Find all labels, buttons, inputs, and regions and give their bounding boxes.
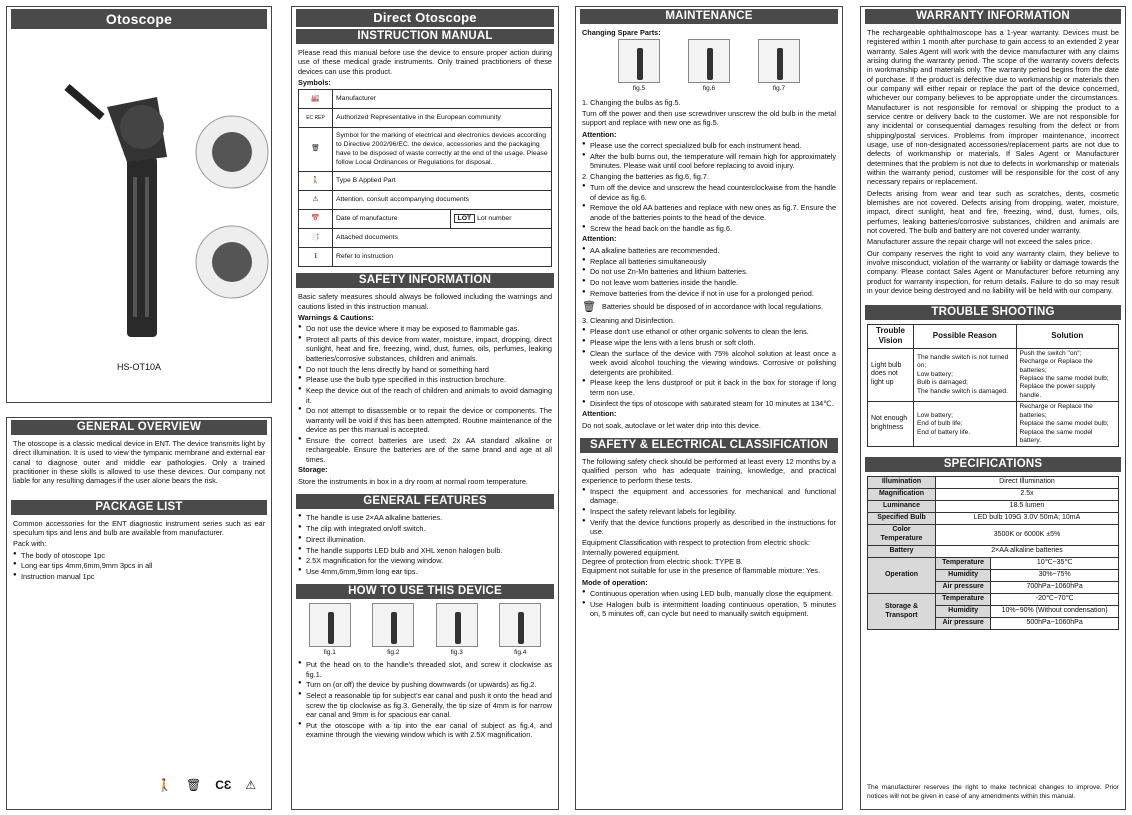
figure-image — [688, 39, 730, 83]
symbol-row: ⚠ Attention, consult accompanying documents — [299, 191, 552, 210]
figure: fig.5 — [618, 39, 660, 93]
symbol-row: 📑 Attached documents — [299, 229, 552, 248]
overview-heading: GENERAL OVERVIEW — [11, 420, 267, 435]
warning-triangle-icon: ⚠ — [245, 778, 257, 792]
weee-bin-icon: 🗑 — [299, 128, 333, 172]
specs-footnote: The manufacturer reserves the right to make technical changes to improve. Prior notices will not be given in case of any amendments within this manual. — [867, 784, 1119, 800]
attention-label: Attention: — [582, 234, 617, 244]
figure: fig.2 — [372, 603, 414, 657]
list-item: ● Clean the surface of the device with 75% alcohol solution at least once a week avoid alcohol touching the viewing windows. Corrosive or polishing detergents are prohibited. — [582, 349, 836, 377]
symbol-row: 🚶 Type B Applied Part — [299, 172, 552, 191]
solution-cell: Push the switch "on"; Recharge or Replace the batteries; Replace the same model bulb; Replace the power supply handle. — [1016, 348, 1118, 402]
figure: fig.1 — [309, 603, 351, 657]
list-item: ● Do not leave worn batteries inside the handle. — [582, 278, 836, 287]
model-number: HS-OT10A — [116, 362, 161, 372]
list-item: ● Turn on (or off) the device by pushing downwards (or upwards) as fig.2. — [298, 680, 552, 689]
symbols-table — [298, 89, 552, 267]
warranty-heading: WARRANTY INFORMATION — [865, 9, 1121, 24]
specs-table — [867, 476, 1119, 630]
trouble-cell: Not enough brightness — [868, 402, 914, 447]
symbols-label: Symbols: — [298, 77, 331, 87]
list-item: ● Please wipe the lens with a lens brush or soft cloth. — [582, 338, 836, 347]
list-item: ● Remove the old AA batteries and replace with new ones as fig.7. Ensure the anode of the batteries points to the head of the device. — [582, 203, 836, 222]
package-item: ● Long ear tips 4mm,6mm,9mm 3pcs in all — [13, 561, 265, 570]
table-row: Battery 2×AA alkaline batteries — [868, 546, 1119, 558]
list-item: ● Disinfect the tips of otoscope with saturated steam for 10 minutes at 134℃. — [582, 399, 836, 408]
s1-list — [582, 141, 836, 170]
figure-image — [436, 603, 478, 647]
type-b-icon: 🚶 — [157, 778, 172, 792]
solution-cell: Recharge or Replace the batteries; Replace the same model bulb; Replace the same model battery. — [1016, 402, 1118, 447]
cover-icons — [157, 778, 256, 793]
ce-mark-icon: CƐ — [215, 778, 232, 792]
safety-list — [298, 324, 552, 464]
trouble-table — [867, 324, 1119, 447]
table-row — [868, 402, 1119, 447]
list-item: ● The handle is use 2×AA alkaline batteries. — [298, 513, 552, 522]
specs-heading: SPECIFICATIONS — [865, 457, 1121, 472]
figure: fig.4 — [499, 603, 541, 657]
lot-cell — [450, 210, 551, 229]
s1-text: Turn off the power and then use screwdriver unscrew the old bulb in the metal support and replace with new one as fig.5. — [582, 108, 836, 128]
attention-label: Attention: — [582, 129, 617, 139]
list-item: ● Please use the bulb type specified in this instruction brochure. — [298, 375, 552, 384]
howto-heading: HOW TO USE THIS DEVICE — [296, 584, 554, 599]
table-row: Magnification 2.5x — [868, 489, 1119, 501]
table-row: Illumination Direct Illumination — [868, 477, 1119, 489]
trouble-col-header: Solution — [1016, 325, 1118, 348]
list-item: ● Inspect the safety relevant labels for legibility. — [582, 507, 836, 516]
list-item: ● 2.5X magnification for the viewing window. — [298, 556, 552, 565]
manual-panel — [291, 6, 559, 810]
figure: fig.3 — [436, 603, 478, 657]
cover-panel — [6, 6, 272, 403]
figure-image — [372, 603, 414, 647]
trouble-col-header: Possible Reason — [914, 325, 1017, 348]
ec-rep-icon: EC REP — [299, 109, 333, 128]
figure-image — [309, 603, 351, 647]
figure: fig.7 — [758, 39, 800, 93]
manual-intro: Please read this manual before use the device to ensure proper action during use of these medical grade instruments. Only trained practitioners of these devices can use this product. — [298, 48, 552, 76]
symbol-row: 🏭 Manufacturer — [299, 90, 552, 109]
list-item: ● Ensure the correct batteries are used: 2x AA standard alkaline or rechargeable. Ensure the batteries are of the same brand and age at all times. — [298, 436, 552, 464]
list-item: ● Please keep the lens dustproof or put it back in the box for storage if long term non use. — [582, 378, 836, 397]
list-item: ● Screw the head back on the handle as fig.6. — [582, 224, 836, 233]
safety-intro: Basic safety measures should always be followed including the warnings and cautions listed in this instruction manual. — [298, 292, 552, 311]
reason-cell: Low battery; End of bulb life; End of battery life. — [914, 402, 1017, 447]
package-intro: Common accessories for the ENT diagnostic instrument series such as ear speculum tips and lens and bulb are available from manufacturer. — [13, 518, 265, 537]
warranty-p3: Manufacturer assure the repair charge will not exceed the sales price. — [867, 237, 1093, 247]
s3-title: 3. Cleaning and Disinfection. — [582, 315, 675, 325]
howto-list — [298, 660, 552, 739]
electrical-line: Equipment not suitable for use in the presence of flammable mixture: Yes. — [582, 566, 821, 576]
warranty-p1: The rechargeable ophthalmoscope has a 1-year warranty. Devices must be registered within 1 month after purchase to gain access to an extended 2 year warranty. Sales Agent will work with the device manufacturer with any claims arising during the warranty period. The scope of the warranty covers defects in workmanship and materials only. The warranty period begins from the date of purchase. If the product is defective due to workmanship or materials then our company will either repair or replace the part of the device concerned, whichever our company believes to be appropriate under the circumstances. Manufacturer is not responsible for removal or shipping the product to a service centre or delivery back to the customer. We are not responsible for any incidental or consequential damages resulting from the defect or from shipping/postal services. Problems from improper maintenance, incorrect usage, use of non-designated accessories/replacement parts are not due to defects of workmanship or materials. If Sales Agent or Manufacturer determines that the problem is not due to defects in workmanship or materials within the warranty period, customer will be responsible for the cost of any necessary repairs or replacement. — [867, 28, 1119, 187]
electrical-intro: The following safety check should be performed at least every 12 months by a qualified person who has adequate training, knowledge, and practical experience to perform these tests. — [582, 457, 836, 485]
maintenance-figures — [582, 39, 836, 93]
battery-dispose-row — [582, 300, 836, 314]
table-row: Humidity 10%~90% (Without condensation) — [868, 606, 1119, 618]
table-row: Color Temperature 3500K or 6000K ±5% — [868, 525, 1119, 546]
final-attention-text: Do not soak, autoclave or let water drip into this device. — [582, 420, 761, 430]
figure-image — [499, 603, 541, 647]
list-item: ● AA alkaline batteries are recommended. — [582, 246, 836, 255]
warnings-label: Warnings & Cautions: — [298, 312, 374, 322]
howto-figures — [298, 603, 552, 657]
lot-text: Lot number — [477, 214, 512, 222]
weee-bin-icon: 🗑 — [185, 778, 202, 792]
list-item: ● Do not attempt to disassemble or to repair the device or components. The warranty will be void if this has been attempted. Routine maintenance of the device as per this manual is accepted. — [298, 406, 552, 434]
list-item: ● Put the head on to the handle's threaded slot, and screw it clockwise as fig.1. — [298, 660, 552, 679]
trouble-heading: TROUBLE SHOOTING — [865, 305, 1121, 320]
list-item: ● After the bulb burns out, the temperature will remain high for approximately 5minutes. Please wait until cool before replacing to avoid injury. — [582, 152, 836, 171]
list-item: ● Do not use Zn-Mn batteries and lithium batteries. — [582, 267, 836, 276]
symbol-row: 🗑 Symbol for the marking of electrical and electronics devices according to Directive 2002/96/EC. the device, accessories and the packaging have to be disposed of waste correctly at the end of the usage. Please follow Local Ordinances or Regulations for disposal. — [299, 128, 552, 172]
list-item: ● Do not touch the lens directly by hand or something hard — [298, 365, 552, 374]
list-item: ● Continuous operation when using LED bulb, manually close the equipment. — [582, 589, 836, 598]
overview-panel — [6, 417, 272, 810]
table-row: Air pressure 700hPa~1060hPa — [868, 582, 1119, 594]
electrical-line: Degree of protection from electric shock: TYPE B. — [582, 556, 743, 566]
overview-text: The otoscope is a classic medical device in ENT. The device transmits light by direct illumination. It is used to view the tympanic membrane and external ear canal to diagnose outer and middle ear pathologies. Only a trained practitioner in these skills is allowed to use these devices. Our company not liable for any resulting damages if the user alone bears the risk. — [13, 439, 265, 486]
s2-list — [582, 183, 836, 233]
s1-title: 1. Changing the bulbs as fig.5. — [582, 97, 681, 107]
electrical-list — [582, 487, 836, 537]
safety-heading: SAFETY INFORMATION — [296, 273, 554, 288]
attached-documents-icon: 📑 — [299, 229, 333, 248]
maintenance-heading: MAINTENANCE — [580, 9, 838, 24]
trouble-cell: Light bulb does not light up — [868, 348, 914, 402]
list-item: ● The clip with integrated on/off switch. — [298, 524, 552, 533]
s2-title: 2. Changing the batteries as fig.6, fig.7. — [582, 171, 709, 181]
list-item: ● Please use the correct specialized bulb for each instrument head. — [582, 141, 836, 150]
list-item: ● The handle supports LED bulb and XHL xenon halogen bulb. — [298, 546, 552, 555]
symbol-row: ℹ Refer to instruction — [299, 248, 552, 267]
date-of-manufacture-icon: 📅 — [299, 210, 333, 229]
mode-label: Mode of operation: — [582, 577, 648, 587]
s2-attention-list — [582, 246, 836, 299]
list-item: ● Please don't use ethanol or other organic solvents to clean the lens. — [582, 327, 836, 336]
reason-cell: The handle switch is not turned on; Low battery; Bulb is damaged; The handle switch is damaged. — [914, 348, 1017, 402]
list-item: ● Put the otoscope with a tip into the ear canal of subject as fig.4, and examine through the viewing window which is with 2.5X magnification. — [298, 721, 552, 740]
changing-label: Changing Spare Parts: — [582, 28, 661, 37]
warranty-p4: Our company reserves the right to void any warranty claim, they believe to involve misconduct, violation of the warranty or liability or damage towards the company. Please contact Sales Agent or Manufacturer before returning any product for warranty inspection, for return details. Failure to do so may result in your device being destroyed and no liability will be held with our company. — [867, 248, 1119, 295]
table-row: Operation Temperature 10℃~35℃ — [868, 558, 1119, 570]
figure: fig.6 — [688, 39, 730, 93]
list-item: ● Remove batteries from the device if not in use for a prolonged period. — [582, 289, 836, 298]
warranty-panel — [860, 6, 1126, 810]
list-item: ● Turn off the device and unscrew the head counterclockwise from the handle of device as fig.6. — [582, 183, 836, 202]
symbol-row: 📅 Date of manufacture LOT Lot number — [299, 210, 552, 229]
symbol-row: EC REP Authorized Representative in the European community — [299, 109, 552, 128]
lot-icon: LOT — [454, 214, 476, 223]
factory-icon: 🏭 — [299, 90, 333, 109]
table-row: Luminance 18.5 lumen — [868, 501, 1119, 513]
electrical-line: Internally powered equipment. — [582, 547, 680, 557]
list-item: ● Use 4mm,6mm,9mm long ear tips. — [298, 567, 552, 576]
package-packwith: Pack with: — [13, 539, 47, 549]
warranty-p2: Defects arising from wear and tear such as scratches, dents, cosmetic blemishes are not covered. Defects arising from dropping, water, moisture, impact, direct sunlight, heat and fire, freezing, wind, dust, fumes, oils, perfumes, leaking batteries/corrosive substances, children and animals are not covered. The bulb and battery are not covered under warranty. — [867, 188, 1119, 235]
list-item: ● Replace all batteries simultaneously — [582, 257, 836, 266]
table-row: Air pressure 500hPa~1060hPa — [868, 618, 1119, 630]
table-row: Specified Bulb LED bulb 109G 3.0V 50mA; 10mA — [868, 513, 1119, 525]
package-heading: PACKAGE LIST — [11, 500, 267, 515]
table-row: Humidity 30%~75% — [868, 570, 1119, 582]
refer-instruction-icon: ℹ — [299, 248, 333, 267]
features-heading: GENERAL FEATURES — [296, 494, 554, 509]
figure-image — [618, 39, 660, 83]
package-item: ● Instruction manual 1pc — [13, 572, 265, 581]
list-item: ● Select a reasonable tip for subject's ear canal and push it onto the head and screw the tip clockwise as fig.3. Generally, the tip size of 4mm is for narrow ear canal and 9mm is for spacious ear canal. — [298, 691, 552, 719]
electrical-heading: SAFETY & ELECTRICAL CLASSIFICATION — [580, 438, 838, 453]
list-item: ● Verify that the device functions properly as described in the instructions for use. — [582, 518, 836, 537]
warning-triangle-icon: ⚠ — [299, 191, 333, 210]
trouble-col-header: Trouble Vision — [868, 325, 914, 348]
figure-image — [758, 39, 800, 83]
features-list — [298, 513, 552, 576]
electrical-line: Equipment Classification with respect to protection from electric shock: — [582, 538, 810, 548]
battery-dispose-text: Batteries should be disposed of in accordance with local regulations. — [601, 302, 824, 312]
attention-label: Attention: — [582, 409, 617, 419]
storage-label: Storage: — [298, 465, 328, 475]
list-item: ● Inspect the equipment and accessories for mechanical and functional damage. — [582, 487, 836, 506]
list-item: ● Use Halogen bulb is intermittent loading continuous operation, 5 minutes on, 5 minutes off, can cycle but need to manually switch equipment. — [582, 600, 836, 619]
table-row — [868, 348, 1119, 402]
list-item: ● Direct illumination. — [298, 535, 552, 544]
weee-bin-icon: 🗑 — [582, 300, 596, 313]
list-item: ● Do not use the device where it may be exposed to flammable gas. — [298, 324, 552, 333]
storage-text: Store the instruments in box in a dry room at normal room temperature. — [298, 476, 528, 486]
package-item: ● The body of otoscope 1pc — [13, 551, 265, 560]
cover-title: Otoscope — [11, 9, 267, 29]
list-item: ● Keep the device out of the reach of children and animals to avoid damaging it. — [298, 386, 552, 405]
otoscope-illustration — [7, 47, 271, 367]
type-b-icon: 🚶 — [299, 172, 333, 191]
s3-list — [582, 327, 836, 408]
mode-list — [582, 589, 836, 618]
list-item: ● Protect all parts of this device from water, moisture, impact, dropping, direct sunlight, heat and fire, freezing, wind, dust, fumes, oils, perfumes, leaking batteries/corrosive substances, children and animals. — [298, 335, 552, 363]
manual-subtitle: INSTRUCTION MANUAL — [296, 29, 554, 44]
manual-title: Direct Otoscope — [296, 9, 554, 27]
table-row: Storage & Transport Temperature -20℃~70℃ — [868, 594, 1119, 606]
maintenance-panel — [575, 6, 843, 810]
